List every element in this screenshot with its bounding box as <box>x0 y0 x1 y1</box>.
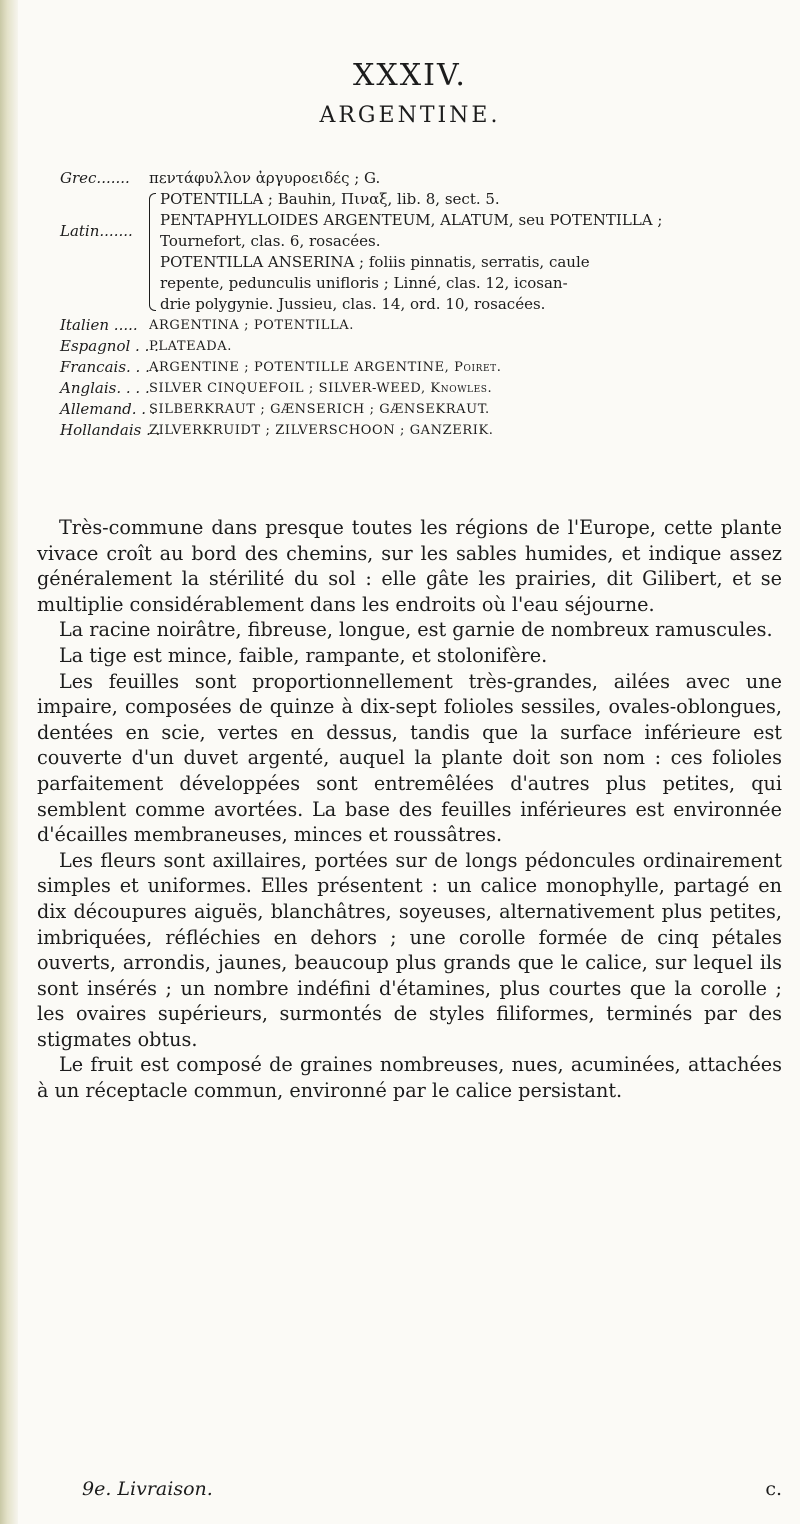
synonym-row-francais <box>60 357 800 378</box>
synonym-row-espagnol <box>60 336 800 357</box>
page-title: ARGENTINE. <box>319 103 501 128</box>
binding-gutter <box>0 0 18 1524</box>
latin-line: Tournefort, clas. 6, rosacées. <box>160 232 381 250</box>
chapter-number: XXXIV. <box>353 58 467 93</box>
synonym-row-latin <box>60 189 800 315</box>
synonym-row-allemand <box>60 399 800 420</box>
latin-line: POTENTILLA ANSERINA ; foliis pinnatis, serratis, caule <box>160 253 590 271</box>
synonym-value: ZILVERKRUIDT ; ZILVERSCHOON ; GANZERIK. <box>149 423 494 438</box>
synonym-value: SILBERKRAUT ; GÆNSERICH ; GÆNSEKRAUT. <box>149 402 490 417</box>
signature-mark: 9e. Livraison. <box>82 1478 213 1500</box>
language-label: Hollandais . . <box>60 421 161 439</box>
synonym-value: πεντάφυλλον ἀργυροειδές ; G. <box>149 169 381 187</box>
brace <box>149 193 156 311</box>
language-label: Italien ..... <box>60 316 138 334</box>
paragraph: Les feuilles sont proportionnellement très-grandes, ailées avec une impaire, composées de quinze à dix-sept folioles sessiles, ovales-oblongues, dentées en scie, vertes en dessus, tandis que la surface inférieure est couverte d'un duvet argenté, auquel la plante doit son nom : ces folioles parfaitement développées sont entremêlées d'autres plus petites, qui semblent comme avortées. La base des feuilles inférieures est environnée d'écailles membraneuses, minces et roussâtres. <box>37 669 782 847</box>
synonym-row-grec <box>60 168 800 189</box>
latin-lines <box>160 189 800 315</box>
latin-line: POTENTILLA ; Bauhin, Πιναξ, lib. 8, sect. 5. <box>160 190 500 208</box>
paragraph: La racine noirâtre, fibreuse, longue, est garnie de nombreux ramuscules. <box>59 618 773 642</box>
synonym-row-anglais <box>60 378 800 399</box>
latin-line: PENTAPHYLLOIDES ARGENTEUM, ALATUM, seu POTENTILLA ; <box>160 211 663 229</box>
synonyms-block <box>60 168 800 441</box>
synonym-row-italien <box>60 315 800 336</box>
latin-line: repente, pedunculis unifloris ; Linné, clas. 12, icosan- <box>160 274 568 292</box>
language-label: Grec....... <box>60 169 130 187</box>
synonym-value: ARGENTINA ; POTENTILLA. <box>149 318 354 333</box>
paragraph: Très-commune dans presque toutes les régions de l'Europe, cette plante vivace croît au bord des chemins, sur les sables humides, et indique assez généralement la stérilité du sol : elle gâte les prairies, dit Gilibert, et se multiplie considérablement dans les endroits où l'eau séjourne. <box>37 516 782 616</box>
language-label: Latin....... <box>60 222 133 240</box>
page-footer <box>82 1478 782 1500</box>
language-label: Espagnol . . . <box>60 337 159 355</box>
gathering-mark: c. <box>765 1478 782 1500</box>
language-label: Anglais. . . . <box>60 379 150 397</box>
paragraph: La tige est mince, faible, rampante, et stolonifère. <box>59 643 548 667</box>
paragraph: Les fleurs sont axillaires, portées sur de longs pédoncules ordinairement simples et uniformes. Elles présentent : un calice monophylle, partagé en dix découpures aiguës, blanchâtres, soyeuses, alternativement plus petites, imbriquées, réfléchies en dehors ; une corolle formée de cinq pétales ouverts, arrondis, jaunes, beaucoup plus grands que le calice, sur lequel ils sont insérés ; un nombre indéfini d'étamines, plus courtes que la corolle ; les ovaires supérieurs, surmontés de styles filiformes, terminés par des stigmates obtus. <box>37 848 782 1051</box>
paragraph: Le fruit est composé de graines nombreuses, nues, acuminées, attachées à un réceptacle commun, environné par le calice persistant. <box>37 1053 782 1103</box>
language-label: Francais. . . . <box>60 358 160 376</box>
synonym-row-hollandais <box>60 420 800 441</box>
synonym-value: SILVER CINQUEFOIL ; SILVER-WEED, Knowles. <box>149 381 493 396</box>
synonym-value: PLATEADA. <box>149 339 232 354</box>
synonym-value: ARGENTINE ; POTENTILLE ARGENTINE, Poiret. <box>149 360 502 375</box>
body-text <box>37 515 782 1104</box>
latin-line: drie polygynie. Jussieu, clas. 14, ord. 10, rosacées. <box>160 295 546 313</box>
language-label: Allemand. . . <box>60 400 156 418</box>
